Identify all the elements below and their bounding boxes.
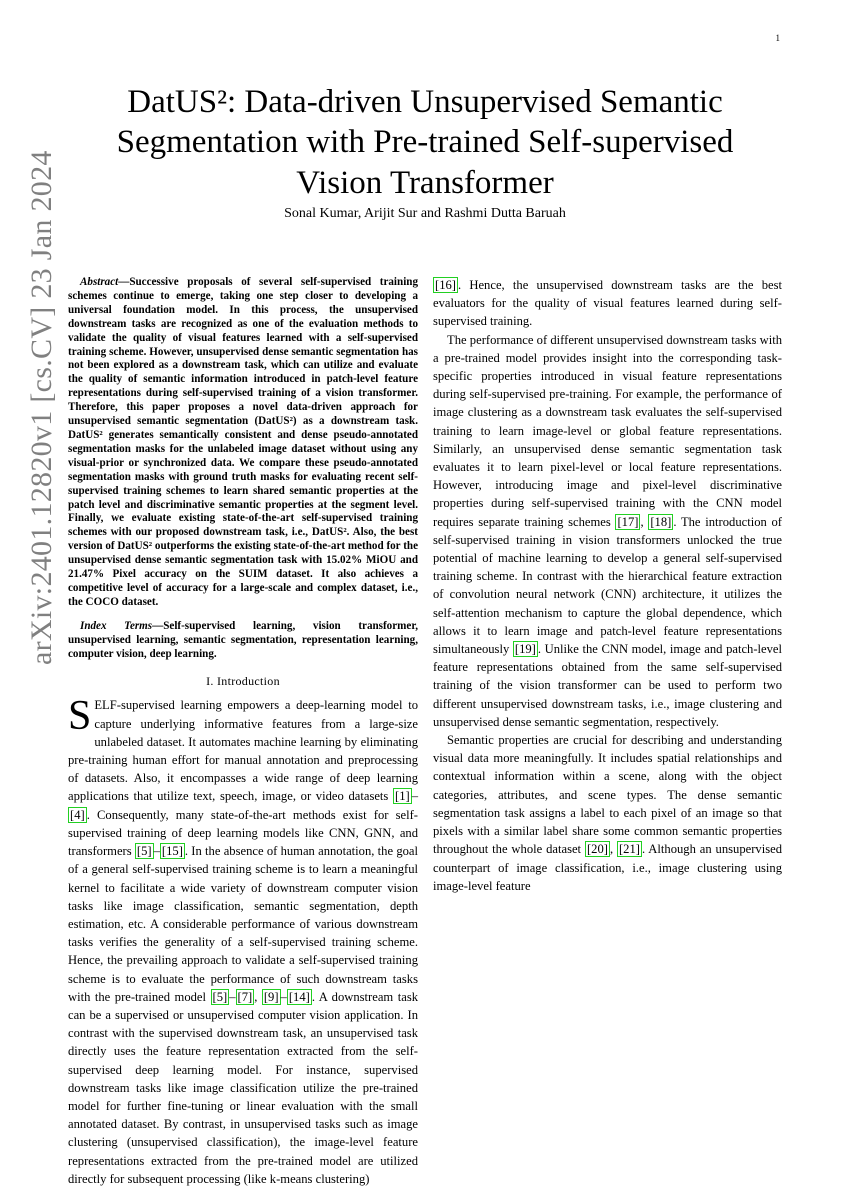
title-line-2: Segmentation with Pre-trained Self-supervised (116, 124, 734, 161)
citation-dash: – (411, 789, 418, 804)
p1-text-end: . A downstream task can be a supervised or unsupervised computer vision application. In contrast with the supervised downstream task, an unsupervised task directly uses the feature representation extracted from the self-supervised deep learning model. For instance, supervised downstream tasks like image classification utilize the pre-trained model for further fine-tuning or linear evaluation with the small annotated dataset. By contrast, in unsupervised tasks such as image clustering (unsupervised classification), the image-level feature representations extracted from the pre-trained model are utilized directly for subsequent processing (like k-means clustering) (68, 989, 419, 1186)
citation-link[interactable]: [21] (618, 842, 640, 857)
citation-dash: – (153, 844, 160, 859)
index-terms-text: —Self-supervised learning, vision transformer, unsupervised learning, semantic segmentation, representation learning, computer vision, deep learning. (68, 619, 418, 660)
intro-paragraph-1 (68, 693, 419, 1187)
left-column (68, 276, 418, 1188)
p1-text-mid1: . Consequently, many state-of-the-art methods exist for self-supervised training of deep learning models like CNN, GNN, and transformers (68, 807, 418, 859)
citation-link[interactable]: [5] (212, 989, 228, 1004)
citation-link[interactable]: [7] (237, 989, 253, 1004)
citation-link[interactable]: [20] (586, 842, 608, 857)
citation-link[interactable]: [18] (650, 514, 672, 529)
p1-text-mid2: . In the absence of human annotation, the goal of a general self-supervised training scheme is to learn a meaningful kernel to facilitate a wide variety of downstream computer vision tasks like image classification, semantic segmentation, depth estimation, etc. A considerable performance of various downstream tasks verifies the generality of a self-supervised training scheme. Hence, the prevailing approach to validate a self-supervised training scheme is to evaluate the performance of such downstream tasks with the pre-trained model (68, 844, 419, 1004)
citation-separator: , (640, 514, 649, 529)
p2-text-start: The performance of different unsupervised downstream tasks with a pre-trained model provides insight into the corresponding task-specific properties introduced in visual feature representations during self-supervised pre-training. For example, the performance of image clustering as a downstream task evaluates the self-supervised training to learn image-level or global feature representations. Similarly, an unsupervised dense semantic segmentation task evaluates it to learn pixel-level or local feature representations. However, introducing image and pixel-level discriminative properties during self-supervised training with the CNN model requires separate training schemes (433, 332, 782, 529)
title-line-1: DatUS²: Data-driven Unsupervised Semantic (127, 84, 723, 120)
citation-link[interactable]: [1] (395, 789, 410, 804)
p1-text-tail: . Hence, the unsupervised downstream tasks are the best evaluators for the quality of visual features learned during self-supervised training. (433, 278, 782, 329)
citation-dash: – (229, 989, 236, 1004)
citation-link[interactable]: [17] (617, 514, 639, 529)
abstract-text: —Successive proposals of several self-supervised training schemes continue to emerge, taking one step closer to developing a universal foundation model. In this process, the unsupervised downstream tasks are recognized as one of the evaluation methods to validate the quality of visual features learned with a self-supervised training scheme. However, unsupervised dense semantic segmentation has not been explored as a downstream task, which can utilize and evaluate the quality of semantic information introduced in patch-level feature representations during self-supervised training of a vision transformer. Therefore, this paper proposes a novel data-driven approach for unsupervised semantic segmentation (DatUS²) as a downstream task. DatUS² generates semantically consistent and dense pseudo-annotated segmentation masks for the unlabeled image dataset without using any visual-prior or synchronized data. We compare these pseudo-annotated segmentation masks with ground truth masks for evaluating recent self-supervised training schemes to learn shared semantic properties at the patch level and discriminative semantic properties at the segment level. Finally, we evaluate existing state-of-the-art self-supervised training schemes with our proposed downstream task, i.e., DatUS². Also, the best version of DatUS² outperforms the existing state-of-the-art method for the unsupervised dense semantic segmentation task with 15.02% MiOU and 21.47% Pixel accuracy on the SUIM dataset. It also achieves a competitive level of accuracy for a large-scale and complex dataset, i.e., the COCO dataset. (68, 276, 418, 608)
citation-separator: , (254, 989, 262, 1004)
citation-link[interactable]: [19] (514, 642, 536, 657)
section-heading-introduction: I. Introduction (206, 674, 280, 689)
citation-dash: – (280, 989, 287, 1004)
intro-paragraph-2 (433, 331, 782, 731)
p2-text-mid: . The introduction of self-supervised training in vision transformers unlocked the true potential of machine learning to develop a general self-supervised training scheme. In contrast with the hierarchical feature extraction of convolution neural network (CNN) architecture, it utilizes the self-attention mechanism to capture the global dependence, which allows it to learn image and patch-level feature representations simultaneously (433, 514, 782, 657)
arxiv-stamp: arXiv:2401.12820v1 [cs.CV] 23 Jan 2024 (25, 150, 58, 665)
title-line-3: Vision Transformer (296, 164, 554, 201)
intro-paragraph-3 (433, 731, 782, 895)
right-column (433, 276, 782, 895)
citation-link[interactable]: [16] (435, 278, 456, 292)
index-terms (68, 620, 418, 662)
p2-text-end: . Unlike the CNN model, image and patch-level feature representations obtained from the same self-supervised training of the vision transformer can be used to perform two different unsupervised downstream tasks, i.e., image clustering and unsupervised dense semantic segmentation, respectively. (433, 642, 783, 729)
abstract-label: Abstract (80, 276, 119, 288)
p1-text-start: ELF-supervised learning empowers a deep-learning model to capture underlying informative features from a large-size unlabeled dataset. It automates machine learning by eliminating pre-training human effort for manual annotation and preprocessing of datasets. Also, it encompasses a wide range of deep learning applications that utilize text, speech, image, or video datasets (68, 698, 418, 804)
page-number: 1 (775, 33, 780, 43)
paper-title (70, 82, 780, 203)
citation-link[interactable]: [15] (161, 844, 183, 859)
citation-link[interactable]: [4] (70, 807, 85, 822)
index-terms-label: Index Terms (80, 619, 153, 632)
author-list: Sonal Kumar, Arijit Sur and Rashmi Dutta Baruah (284, 206, 566, 221)
dropcap-letter: S (68, 693, 92, 740)
intro-paragraph-1-continued (433, 276, 782, 331)
citation-link[interactable]: [5] (136, 844, 152, 859)
p3-text-start: Semantic properties are crucial for describing and understanding visual data more meaningfully. It includes spatial relationships and contextual information within a scene, along with the object categories, attributes, and scene types. The dense semantic segmentation task assigns a label to each pixel of an image so that pixels with a similar label share some common semantic properties throughout the whole dataset (433, 733, 782, 857)
p3-text-end: . Although an unsupervised counterpart of image classification, i.e., image clustering using image-level feature (433, 842, 783, 893)
citation-link[interactable]: [9] (263, 989, 279, 1004)
citation-link[interactable]: [14] (288, 989, 310, 1004)
citation-separator: , (609, 842, 617, 857)
abstract (68, 276, 418, 610)
